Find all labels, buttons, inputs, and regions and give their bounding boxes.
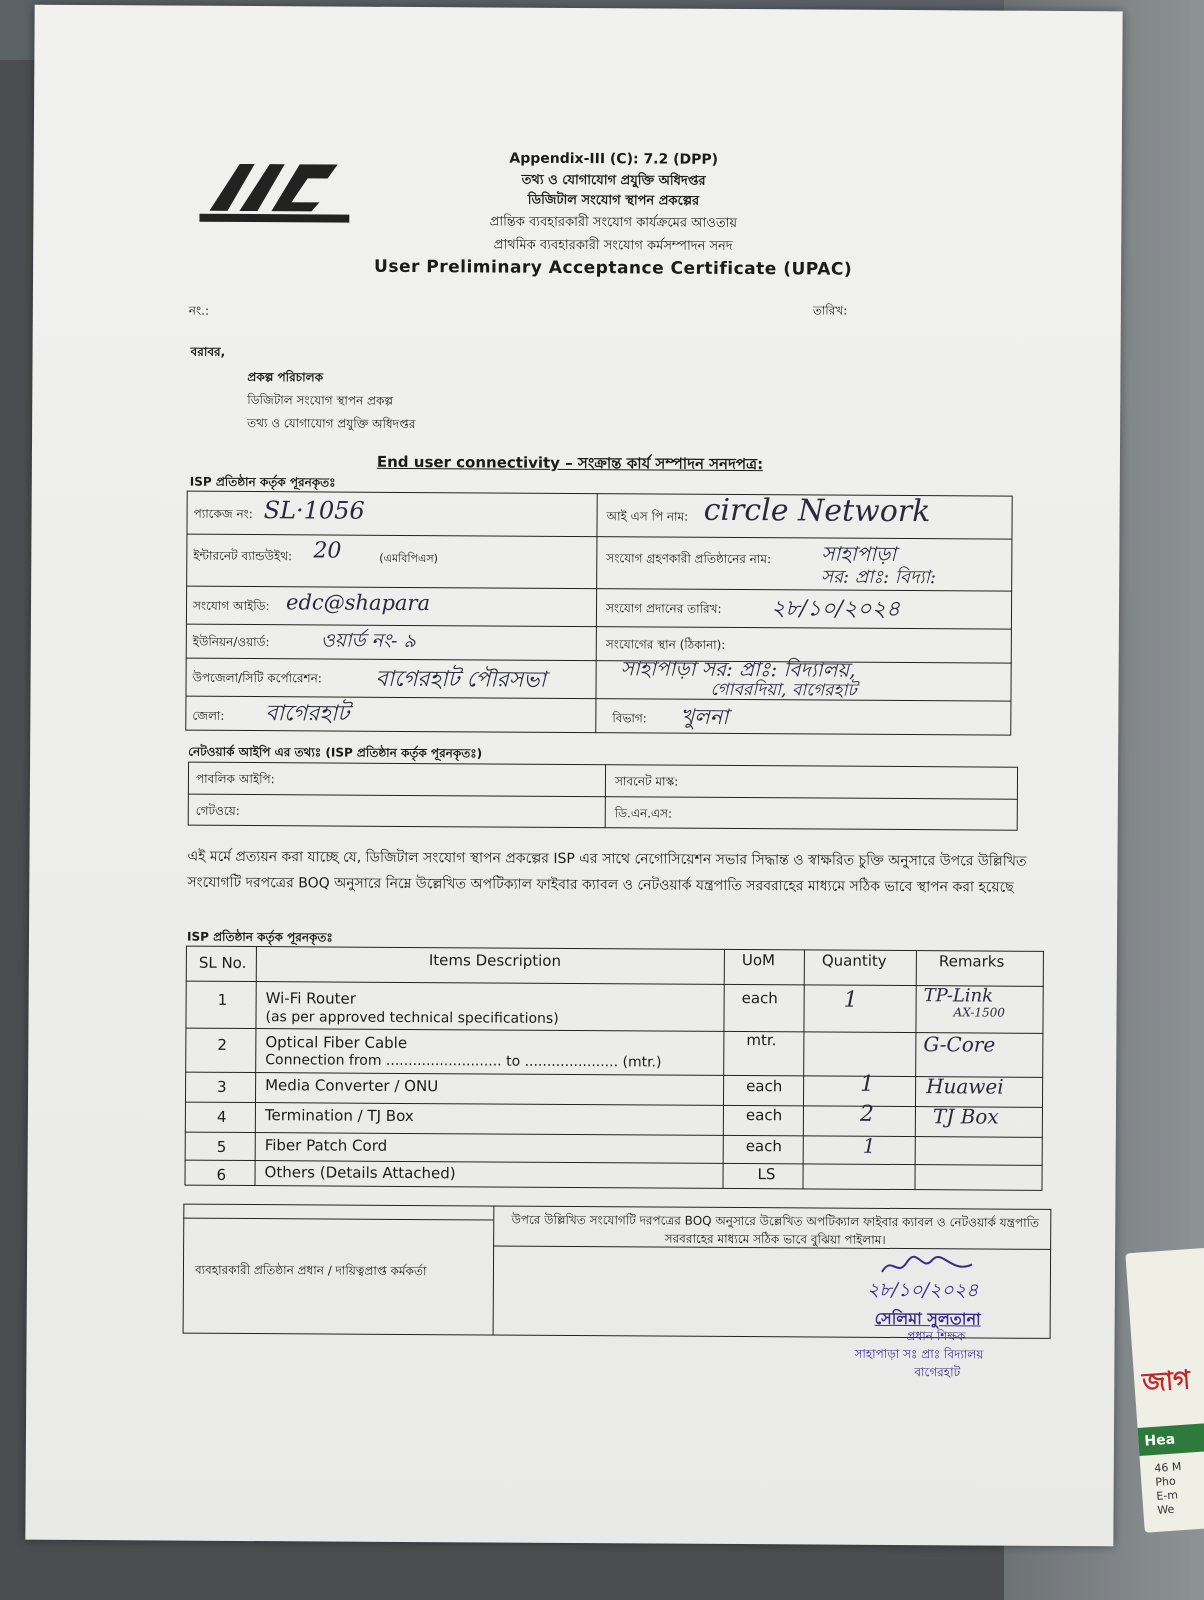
header-quantity: Quantity (821, 951, 887, 970)
acknowledge-left-label: ব্যবহারকারী প্রতিষ্ঠান প্রধান / দায়িত্বপ্রাপ্ত কর্মকর্তা (194, 1262, 427, 1279)
card-green-band: Hea (1138, 1422, 1204, 1456)
row-1-sl: 1 (217, 990, 228, 1009)
card-line: We (1156, 1502, 1175, 1517)
upazila-value: বাগেরহাট পৌরসভা (375, 666, 547, 693)
document-title: User Preliminary Acceptance Certificate (UPAC) (373, 256, 853, 280)
row-3-sl: 3 (217, 1077, 227, 1096)
isp-name-value: circle Network (703, 492, 931, 530)
card-lines (1154, 1460, 1185, 1518)
row-2-remarks: G-Core (923, 1032, 996, 1057)
row-2-desc: Optical Fiber Cable (265, 1033, 408, 1052)
header-line-2: ডিজিটাল সংযোগ স্থাপন প্রকল্পের (527, 192, 700, 209)
union-value: ওয়ার্ড নং- ৯ (320, 629, 416, 653)
row-3-qty: 1 (860, 1071, 875, 1097)
receiver-value-2: সর: প্রাঃ: বিদ্যা: (821, 566, 937, 589)
row-1-remarks-2: AX-1500 (953, 1005, 1005, 1020)
row-4-sl: 4 (216, 1107, 227, 1126)
row-3-remarks: Huawei (926, 1074, 1004, 1099)
receiver-label: সংযোগ গ্রহণকারী প্রতিষ্ঠানের নাম: (606, 551, 772, 567)
row-3-uom: each (746, 1077, 783, 1096)
header-line-1: তথ্য ও যোগাযোগ প্রযুক্তি অধিদপ্তর (521, 172, 706, 189)
network-section-label: নেটওয়ার্ক আইপি এর তথ্যঃ (ISP প্রতিষ্ঠান কর্তৃক পূরনকৃতঃ) (188, 744, 483, 761)
row-5-qty: 1 (862, 1133, 876, 1158)
gateway-label: গেটওয়ে: (195, 803, 240, 818)
upazila-label: উপজেলা/সিটি কর্পোরেশন: (192, 670, 322, 686)
stamp-school: সাহাপাড়া সঃ প্রাঃ বিদ্যালয় (854, 1346, 984, 1362)
location-value-2: গোবরদিয়া, বাগেরহাট (710, 679, 857, 701)
appendix-line: Appendix-III (C): 7.2 (DPP) (509, 150, 719, 168)
ref-no-label: নং.: (188, 303, 210, 318)
document-page (25, 5, 1122, 1547)
subject-line: End user connectivity – সংক্রান্ত কার্য সম্পাদন সনদপত্র: (376, 452, 764, 474)
district-label: জেলা: (192, 708, 225, 723)
edc-logo (199, 156, 349, 227)
stamp-place: বাগেরহাট (914, 1365, 961, 1380)
row-1-desc: Wi-Fi Router (265, 989, 356, 1008)
location-label: সংযোগের স্থান (ঠিকানা): (605, 637, 726, 652)
isp-section-label: ISP প্রতিষ্ঠান কর্তৃক পূরনকৃতঃ (189, 474, 336, 490)
addressee-to: বরাবর, (190, 344, 226, 359)
package-value: SL·1056 (263, 496, 365, 525)
card-line: Pho (1154, 1474, 1177, 1489)
connection-date-value: ২৮/১০/২০২৪ (770, 596, 901, 622)
division-value: খুলনা (680, 704, 729, 729)
date-label: তারিখ: (812, 303, 848, 318)
receiver-value-1: সাহাপাড়া (821, 541, 897, 566)
signature (877, 1250, 977, 1281)
row-1-qty: 1 (843, 987, 858, 1013)
row-4-qty: 2 (859, 1101, 875, 1127)
row-6-uom: LS (757, 1165, 776, 1184)
header-uom: UoM (741, 951, 776, 970)
package-label: প্যাকেজ নং: (193, 506, 253, 522)
bandwidth-unit: (এমবিপিএস) (379, 551, 438, 566)
card-line: E-m (1155, 1488, 1179, 1503)
header-sl: SL No. (198, 953, 247, 973)
row-4-remarks: TJ Box (932, 1104, 999, 1129)
public-ip-label: পাবলিক আইপি: (195, 771, 275, 787)
header-description: Items Description (428, 951, 562, 970)
location-value-1: সাহাপাড়া সর: প্রাঃ: বিদ্যালয়, (620, 656, 856, 682)
items-section-label: ISP প্রতিষ্ঠান কর্তৃক পূরনকৃতঃ (186, 929, 333, 945)
row-5-desc: Fiber Patch Cord (264, 1136, 388, 1155)
row-2-desc-2: Connection from .......................... to ..................... (mtr.) (265, 1052, 662, 1071)
connection-date-label: সংযোগ প্রদানের তারিখ: (605, 601, 722, 616)
certify-paragraph: এই মর্মে প্রত্যয়ন করা যাচ্ছে যে, ডিজিটাল সংযোগ স্থাপন প্রকল্পের ISP এর সাথে নেগোসিয়েশন সভার সিদ্ধান্ত ও স্বাক্ষরিত চুক্তি অনুসারে উপরে উল্লিখিত সংযোগটি দরপত্রের BOQ অনুসারে নিম্নে উল্লেখিত অপটিক্যাল ফাইবার ক্যাবল ও নেটওয়ার্ক যন্ত্রপাতি সরবরাহের মাধ্যমে সঠিক ভাবে স্থাপন করা হয়েছে (187, 848, 1027, 896)
row-1-desc-2: (as per approved technical specifications) (265, 1009, 559, 1027)
bandwidth-value: 20 (313, 538, 342, 564)
bandwidth-label: ইন্টারনেট ব্যান্ডউইথ: (193, 548, 293, 564)
row-1-uom: each (741, 989, 778, 1008)
connection-id-label: সংযোগ আইডি: (192, 598, 270, 614)
stamp-title: প্রধান শিক্ষক (906, 1329, 966, 1344)
subnet-label: সাবনেট মাস্ক: (614, 774, 679, 789)
connection-id-value: edc@shapara (285, 590, 431, 616)
addressee-line-2: ডিজিটাল সংযোগ স্থাপন প্রকল্প (247, 392, 393, 408)
header-remarks: Remarks (938, 952, 1005, 971)
union-label: ইউনিয়ন/ওয়ার্ড: (192, 634, 270, 650)
row-1-remarks: TP-Link (923, 985, 994, 1007)
signature-date: ২৮/১০/২০২৪ (866, 1278, 979, 1302)
row-4-uom: each (745, 1106, 783, 1125)
header-line-4: প্রাথমিক ব্যবহারকারী সংযোগ কর্মসম্পাদন সনদ (493, 237, 733, 254)
card-line: 46 M (1153, 1460, 1182, 1475)
dns-label: ডি.এন.এস: (614, 806, 673, 821)
stamp-name: সেলিমা সুলতানা (874, 1308, 981, 1329)
row-5-uom: each (745, 1137, 782, 1156)
header-line-3: প্রান্তিক ব্যবহারকারী সংযোগ কার্যক্রমের আওতায় (489, 214, 738, 231)
addressee-line-1: প্রকল্প পরিচালক (247, 369, 324, 385)
district-value: বাগেরহাট (265, 701, 350, 727)
row-6-desc: Others (Details Attached) (264, 1163, 456, 1183)
row-3-desc: Media Converter / ONU (265, 1076, 439, 1096)
row-5-sl: 5 (216, 1137, 227, 1156)
acknowledge-text: উপরে উল্লিখিত সংযোগটি দরপত্রের BOQ অনুসারে উল্লেখিত অপটিক্যাল ফাইবার ক্যাবল ও নেটওয়ার্ক যন্ত্রপাতি সরবরাহের মাধ্যমে সঠিক ভাবে বুঝিয়া পাইলাম। (511, 1212, 1040, 1247)
row-2-sl: 2 (217, 1035, 227, 1054)
division-label: বিভাগ: (612, 711, 647, 726)
isp-name-label: আই এস পি নাম: (606, 509, 689, 524)
row-6-sl: 6 (216, 1165, 227, 1184)
card-red-text: জাগ (1141, 1365, 1192, 1399)
addressee-line-3: তথ্য ও যোগাযোগ প্রযুক্তি অধিদপ্তর (247, 415, 416, 432)
row-4-desc: Termination / TJ Box (264, 1106, 414, 1126)
row-2-uom: mtr. (746, 1031, 777, 1050)
